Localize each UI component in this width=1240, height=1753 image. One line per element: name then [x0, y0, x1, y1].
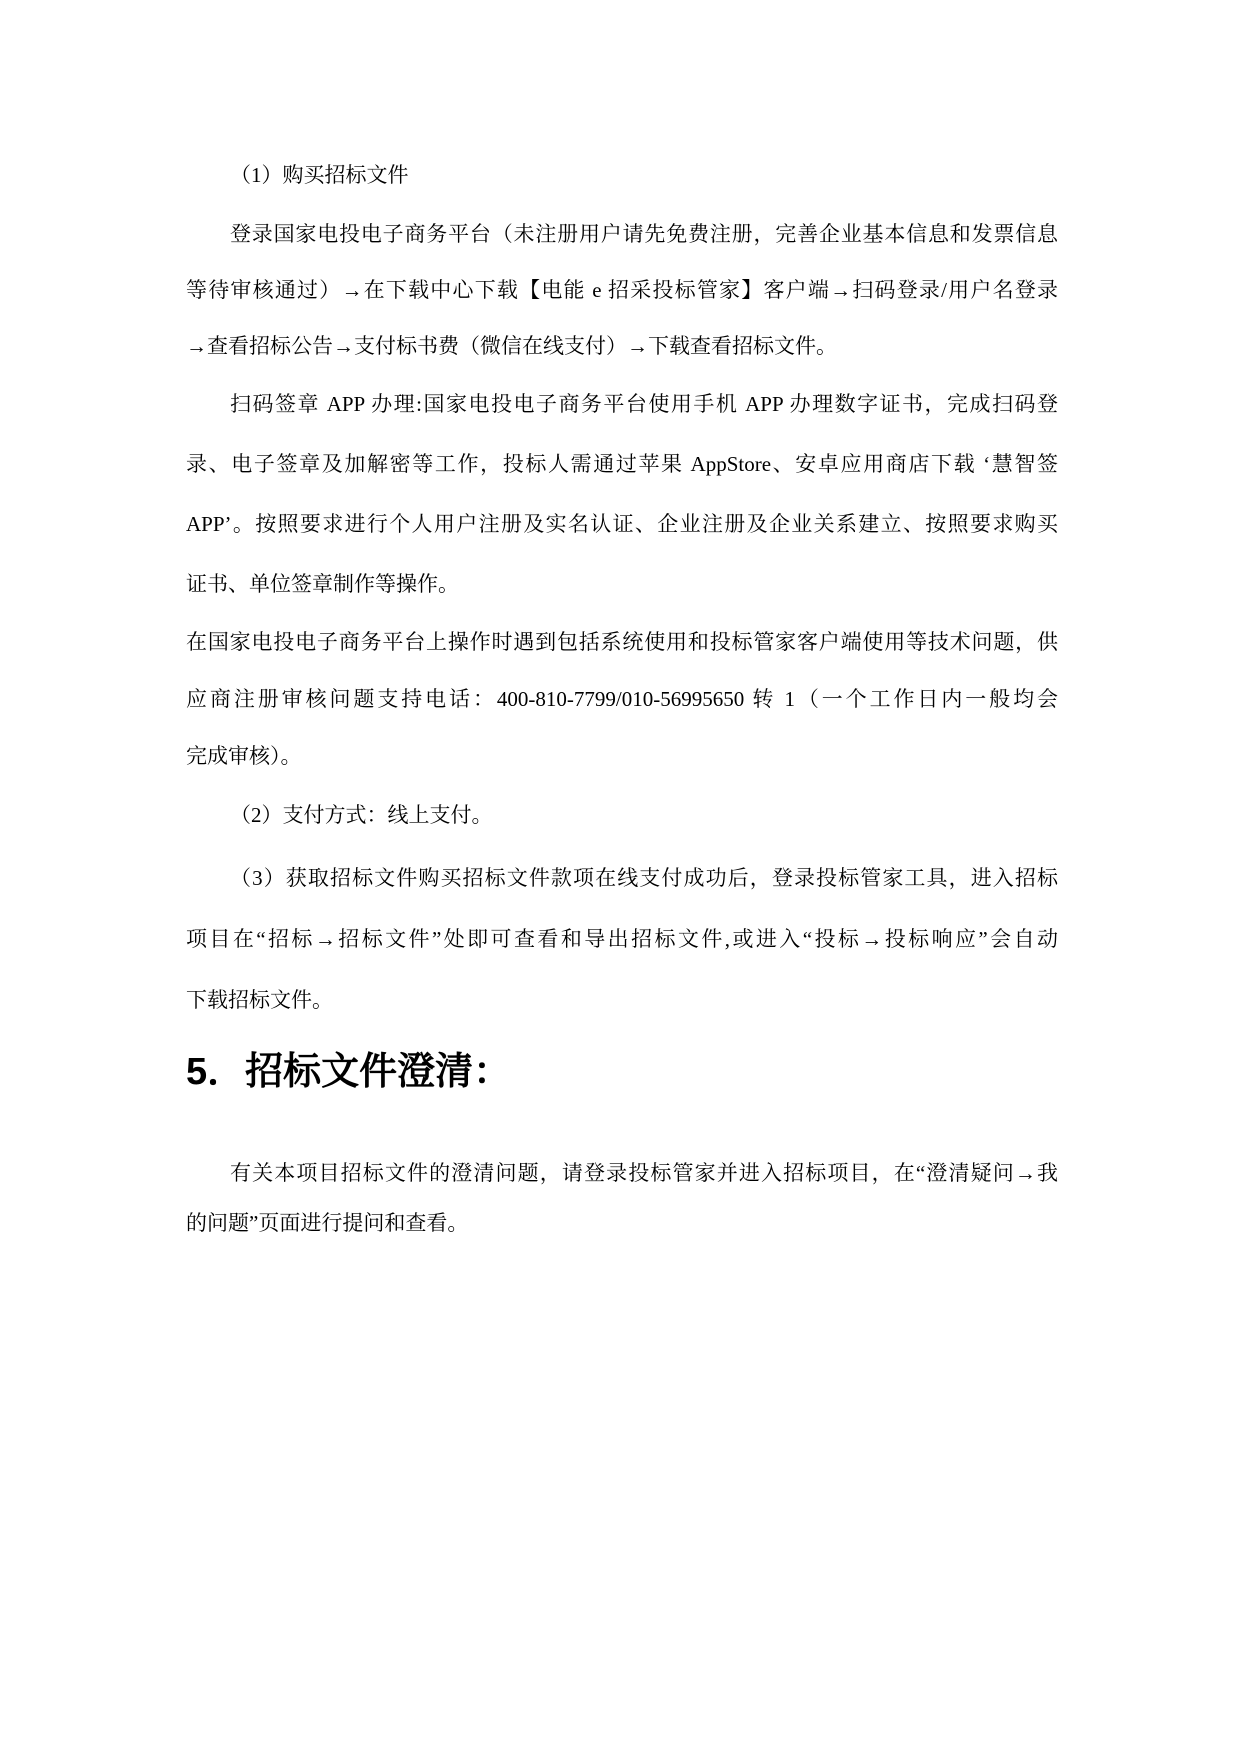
paragraph-line: 录、电子签章及加解密等工作，投标人需通过苹果 AppStore、安卓应用商店下载 ‘慧智签	[186, 452, 1058, 476]
paragraph-line: 完成审核）。	[186, 744, 302, 768]
paragraph-line: （2）支付方式：线上支付。	[230, 803, 493, 827]
section-heading: 5．招标文件澄清：	[186, 1051, 512, 1093]
paragraph	[186, 1148, 1058, 1248]
paragraph-line: 项目在“招标→招标文件”处即可查看和导出招标文件,或进入“投标→投标响应”会自动	[186, 927, 1058, 951]
paragraph-line: 的问题”页面进行提问和查看。	[186, 1211, 469, 1235]
paragraph-line: 下载招标文件。	[186, 988, 333, 1012]
paragraph	[186, 614, 1058, 785]
paragraph-line: 登录国家电投电子商务平台（未注册用户请先免费注册，完善企业基本信息和发票信息	[230, 222, 1058, 246]
paragraph-line: 等待审核通过）→在下载中心下载【电能 e 招采投标管家】客户端→扫码登录/用户名登录	[186, 278, 1058, 302]
paragraph-line: 有关本项目招标文件的澄清问题，请登录投标管家并进入招标项目，在“澄清疑问→我	[230, 1161, 1058, 1185]
paragraph-line: 证书、单位签章制作等操作。	[186, 572, 459, 596]
paragraph	[186, 161, 1058, 189]
paragraph	[186, 801, 1058, 829]
paragraph-line: 应商注册审核问题支持电话：400-810-7799/010-56995650 转 1（一个工作日内一般均会	[186, 687, 1058, 711]
paragraph	[186, 374, 1058, 614]
paragraph-line: （3）获取招标文件购买招标文件款项在线支付成功后，登录投标管家工具，进入招标	[230, 866, 1058, 890]
paragraph	[186, 206, 1058, 374]
paragraph-line: APP’。按照要求进行个人用户注册及实名认证、企业注册及企业关系建立、按照要求购买	[186, 512, 1058, 536]
paragraph-line: （1）购买招标文件	[230, 163, 409, 187]
paragraph-line: 扫码签章 APP 办理:国家电投电子商务平台使用手机 APP 办理数字证书，完成扫码登	[230, 392, 1058, 416]
paragraph-line: 在国家电投电子商务平台上操作时遇到包括系统使用和投标管家客户端使用等技术问题，供	[186, 630, 1058, 654]
paragraph	[186, 848, 1058, 1031]
paragraph-line: →查看招标公告→支付标书费（微信在线支付）→下载查看招标文件。	[186, 334, 837, 358]
